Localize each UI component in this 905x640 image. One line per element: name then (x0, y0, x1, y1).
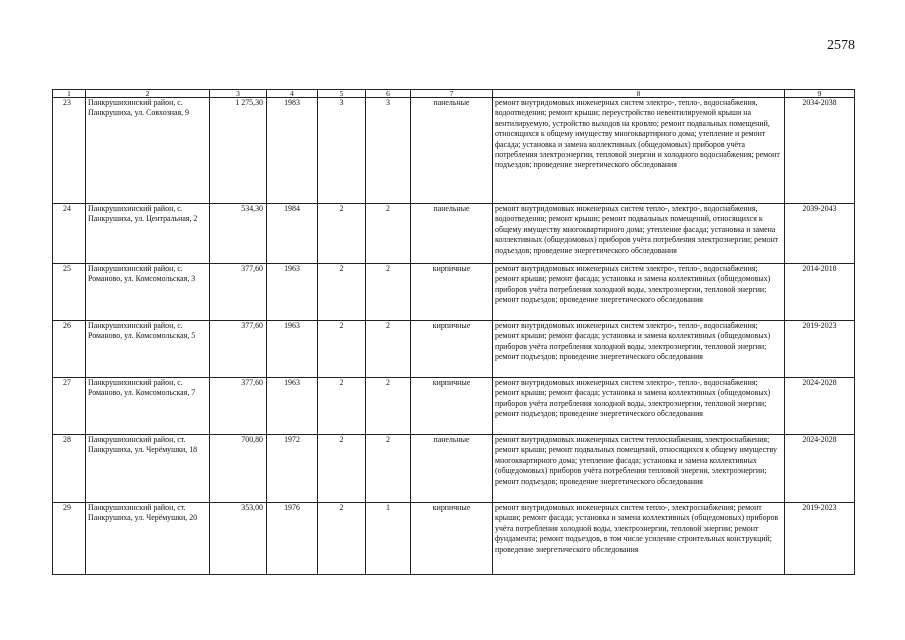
entrances-cell: 1 (366, 503, 411, 575)
repair-program-table (52, 89, 855, 575)
table-row (53, 204, 855, 264)
period-cell: 2019-2023 (785, 503, 855, 575)
address-cell: Панкрушихинский район, с. Панкрушиха, ул. Совхозная, 9 (86, 98, 210, 204)
address-cell: Панкрушихинский район, ст. Панкрушиха, ул. Черёмушки, 20 (86, 503, 210, 575)
works-cell: ремонт внутридомовых инженерных систем тепло-, электро-, водоснабжения, водоотведения; ремонт крыши; ремонт подвальных помещений, относящихся к общему имуществу многоквартирного дома; утепление фасада; установка и замена коллективных (общедомовых) приборов учёта потребления электроэнергии; ремонт подъездов; проведение энергетического обследования (493, 204, 785, 264)
table-row (53, 503, 855, 575)
wall-material-cell: кирпичные (411, 378, 493, 435)
area-cell: 377,60 (210, 321, 267, 378)
row-number: 29 (53, 503, 86, 575)
header-row (53, 90, 855, 98)
entrances-cell: 2 (366, 378, 411, 435)
entrances-cell: 2 (366, 264, 411, 321)
address-cell: Панкрушихинский район, с. Романово, ул. Комсомольская, 3 (86, 264, 210, 321)
works-cell: ремонт внутридомовых инженерных систем электро-, тепло-, водоснабжения; ремонт крыши; ремонт фасада; установка и замена коллективных (общедомовых) приборов учёта потребления холодной воды, электроэнергии, тепловой энергии; ремонт подъездов; проведение энергетического обследования (493, 378, 785, 435)
table-row (53, 321, 855, 378)
year-cell: 1963 (267, 378, 318, 435)
wall-material-cell: панельные (411, 204, 493, 264)
address-cell: Панкрушихинский район, с. Романово, ул. Комсомольская, 7 (86, 378, 210, 435)
table-row (53, 435, 855, 503)
page-number: 2578 (827, 38, 855, 53)
area-cell: 377,60 (210, 378, 267, 435)
area-cell: 353,00 (210, 503, 267, 575)
floors-cell: 3 (318, 98, 366, 204)
column-header: 7 (411, 90, 493, 98)
address-cell: Панкрушихинский район, с. Панкрушиха, ул. Центральная, 2 (86, 204, 210, 264)
year-cell: 1963 (267, 321, 318, 378)
row-number: 25 (53, 264, 86, 321)
area-cell: 700,80 (210, 435, 267, 503)
period-cell: 2014-2018 (785, 264, 855, 321)
period-cell: 2019-2023 (785, 321, 855, 378)
floors-cell: 2 (318, 204, 366, 264)
row-number: 24 (53, 204, 86, 264)
area-cell: 534,30 (210, 204, 267, 264)
year-cell: 1976 (267, 503, 318, 575)
column-header: 8 (493, 90, 785, 98)
works-cell: ремонт внутридомовых инженерных систем теплоснабжения, электроснабжения; ремонт крыши; ремонт подвальных помещений, относящихся к общему имуществу многоквартирного дома; утепление фасада; установка и замена коллективных (общедомовых) приборов учёта потребления тепловой энергии, электроэнергии; ремонт подъездов; проведение энергетического обследования (493, 435, 785, 503)
wall-material-cell: кирпичные (411, 503, 493, 575)
row-number: 26 (53, 321, 86, 378)
wall-material-cell: панельные (411, 98, 493, 204)
period-cell: 2034-2038 (785, 98, 855, 204)
floors-cell: 2 (318, 321, 366, 378)
column-header: 5 (318, 90, 366, 98)
floors-cell: 2 (318, 264, 366, 321)
column-header: 2 (86, 90, 210, 98)
floors-cell: 2 (318, 503, 366, 575)
address-cell: Панкрушихинский район, ст. Панкрушиха, ул. Черёмушки, 18 (86, 435, 210, 503)
column-header: 4 (267, 90, 318, 98)
area-cell: 377,60 (210, 264, 267, 321)
period-cell: 2024-2028 (785, 378, 855, 435)
year-cell: 1984 (267, 204, 318, 264)
table-row (53, 264, 855, 321)
period-cell: 2024-2028 (785, 435, 855, 503)
wall-material-cell: кирпичные (411, 264, 493, 321)
row-number: 27 (53, 378, 86, 435)
table-row (53, 98, 855, 204)
wall-material-cell: панельные (411, 435, 493, 503)
column-header: 3 (210, 90, 267, 98)
column-header: 6 (366, 90, 411, 98)
entrances-cell: 2 (366, 435, 411, 503)
floors-cell: 2 (318, 435, 366, 503)
works-cell: ремонт внутридомовых инженерных систем электро-, тепло-, водоснабжения, водоотведения; ремонт крыши; переустройство невентилируемой крыши на вентилируемую, устройство выходов на кровлю; ремонт подвальных помещений, относящихся к общему имуществу многоквартирного дома; утепление и ремонт фасада; установка и замена коллективных (общедомовых) приборов учёта потребления электроэнергии, тепловой энергии и холодного водоснабжения; ремонт подъездов; проведение энергетического обследования (493, 98, 785, 204)
area-cell: 1 275,30 (210, 98, 267, 204)
period-cell: 2039-2043 (785, 204, 855, 264)
column-header: 9 (785, 90, 855, 98)
column-header: 1 (53, 90, 86, 98)
year-cell: 1972 (267, 435, 318, 503)
wall-material-cell: кирпичные (411, 321, 493, 378)
address-cell: Панкрушихинский район, с. Романово, ул. Комсомольская, 5 (86, 321, 210, 378)
row-number: 23 (53, 98, 86, 204)
entrances-cell: 2 (366, 204, 411, 264)
year-cell: 1963 (267, 264, 318, 321)
works-cell: ремонт внутридомовых инженерных систем электро-, тепло-, водоснабжения; ремонт крыши; ремонт фасада; установка и замена коллективных (общедомовых) приборов учёта потребления холодной воды, электроэнергии, тепловой энергии; ремонт подъездов; проведение энергетического обследования (493, 321, 785, 378)
entrances-cell: 3 (366, 98, 411, 204)
works-cell: ремонт внутридомовых инженерных систем электро-, тепло-, водоснабжения; ремонт крыши; ремонт фасада; установка и замена коллективных (общедомовых) приборов учёта потребления холодной воды, электроэнергии, тепловой энергии; ремонт подъездов; проведение энергетического обследования (493, 264, 785, 321)
floors-cell: 2 (318, 378, 366, 435)
row-number: 28 (53, 435, 86, 503)
year-cell: 1983 (267, 98, 318, 204)
entrances-cell: 2 (366, 321, 411, 378)
works-cell: ремонт внутридомовых инженерных систем тепло-, электроснабжения; ремонт крыши; ремонт фасада; установка и замена коллективных (общедомовых) приборов учёта потребления холодной воды, электроэнергии, тепловой энергии; ремонт фундамента; ремонт подъездов, в том числе усиление строительных конструкций; проведение энергетического обследования (493, 503, 785, 575)
table-row (53, 378, 855, 435)
